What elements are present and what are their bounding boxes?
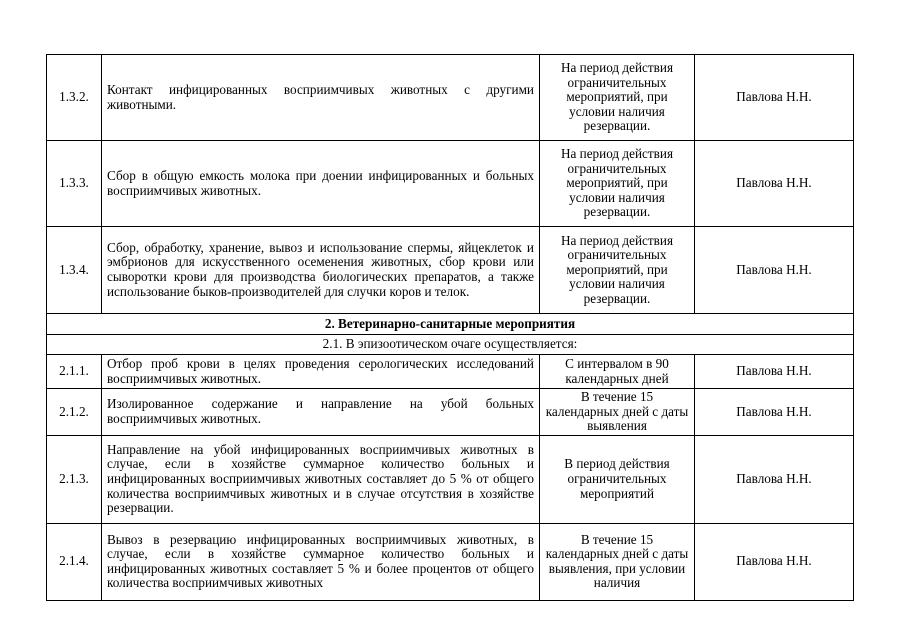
row-number: 2.1.4. <box>47 523 102 600</box>
table-row <box>47 355 854 389</box>
table-row <box>47 141 854 227</box>
table-row <box>47 435 854 523</box>
row-description: Сбор, обработку, хранение, вывоз и использование спермы, яйцеклеток и эмбрионов для искусственного осеменения животных, сбор крови или сыворотки крови для производства биологических препаратов, а также использование быков-производителей для случки коров и телок. <box>102 227 540 314</box>
row-number: 1.3.4. <box>47 227 102 314</box>
row-description: Сбор в общую емкость молока при доении инфицированных и больных восприимчивых животных. <box>102 141 540 227</box>
row-term: В течение 15 календарных дней с даты выявления, при условии наличия <box>540 523 695 600</box>
table-row <box>47 389 854 436</box>
row-responsible: Павлова Н.Н. <box>695 141 854 227</box>
row-description: Вывоз в резервацию инфицированных восприимчивых животных, в случае, если в хозяйстве суммарное количество больных и инфицированных животных составляет 5 % и более процентов от общего количества восприимчивых животных <box>102 523 540 600</box>
row-term: На период действия ограничительных мероприятий, при условии наличия резервации. <box>540 55 695 141</box>
row-number: 2.1.3. <box>47 435 102 523</box>
row-term: В период действия ограничительных мероприятий <box>540 435 695 523</box>
row-description: Контакт инфицированных восприимчивых животных с другими животными. <box>102 55 540 141</box>
row-description: Отбор проб крови в целях проведения серологических исследований восприимчивых животных. <box>102 355 540 389</box>
row-number: 1.3.2. <box>47 55 102 141</box>
section-heading: 2. Ветеринарно-санитарные мероприятия <box>47 314 854 335</box>
measures-table <box>46 54 854 601</box>
row-description: Изолированное содержание и направление на убой больных восприимчивых животных. <box>102 389 540 436</box>
table-row <box>47 227 854 314</box>
table-row <box>47 523 854 600</box>
row-term: На период действия ограничительных мероприятий, при условии наличия резервации. <box>540 227 695 314</box>
row-number: 2.1.1. <box>47 355 102 389</box>
row-term: На период действия ограничительных мероприятий, при условии наличия резервации. <box>540 141 695 227</box>
row-responsible: Павлова Н.Н. <box>695 435 854 523</box>
subsection-row <box>47 335 854 355</box>
row-responsible: Павлова Н.Н. <box>695 55 854 141</box>
row-description: Направление на убой инфицированных восприимчивых животных в случае, если в хозяйстве суммарное количество больных и инфицированных восприимчивых животных составляет до 5 % от общего количества восприимчивых животных и в случае отсутствия в хозяйстве резервации. <box>102 435 540 523</box>
row-term: В течение 15 календарных дней с даты выявления <box>540 389 695 436</box>
row-responsible: Павлова Н.Н. <box>695 227 854 314</box>
row-term: С интервалом в 90 календарных дней <box>540 355 695 389</box>
row-responsible: Павлова Н.Н. <box>695 355 854 389</box>
section-row <box>47 314 854 335</box>
row-responsible: Павлова Н.Н. <box>695 389 854 436</box>
subsection-heading: 2.1. В эпизоотическом очаге осуществляется: <box>47 335 854 355</box>
table-row <box>47 55 854 141</box>
row-number: 1.3.3. <box>47 141 102 227</box>
row-number: 2.1.2. <box>47 389 102 436</box>
row-responsible: Павлова Н.Н. <box>695 523 854 600</box>
